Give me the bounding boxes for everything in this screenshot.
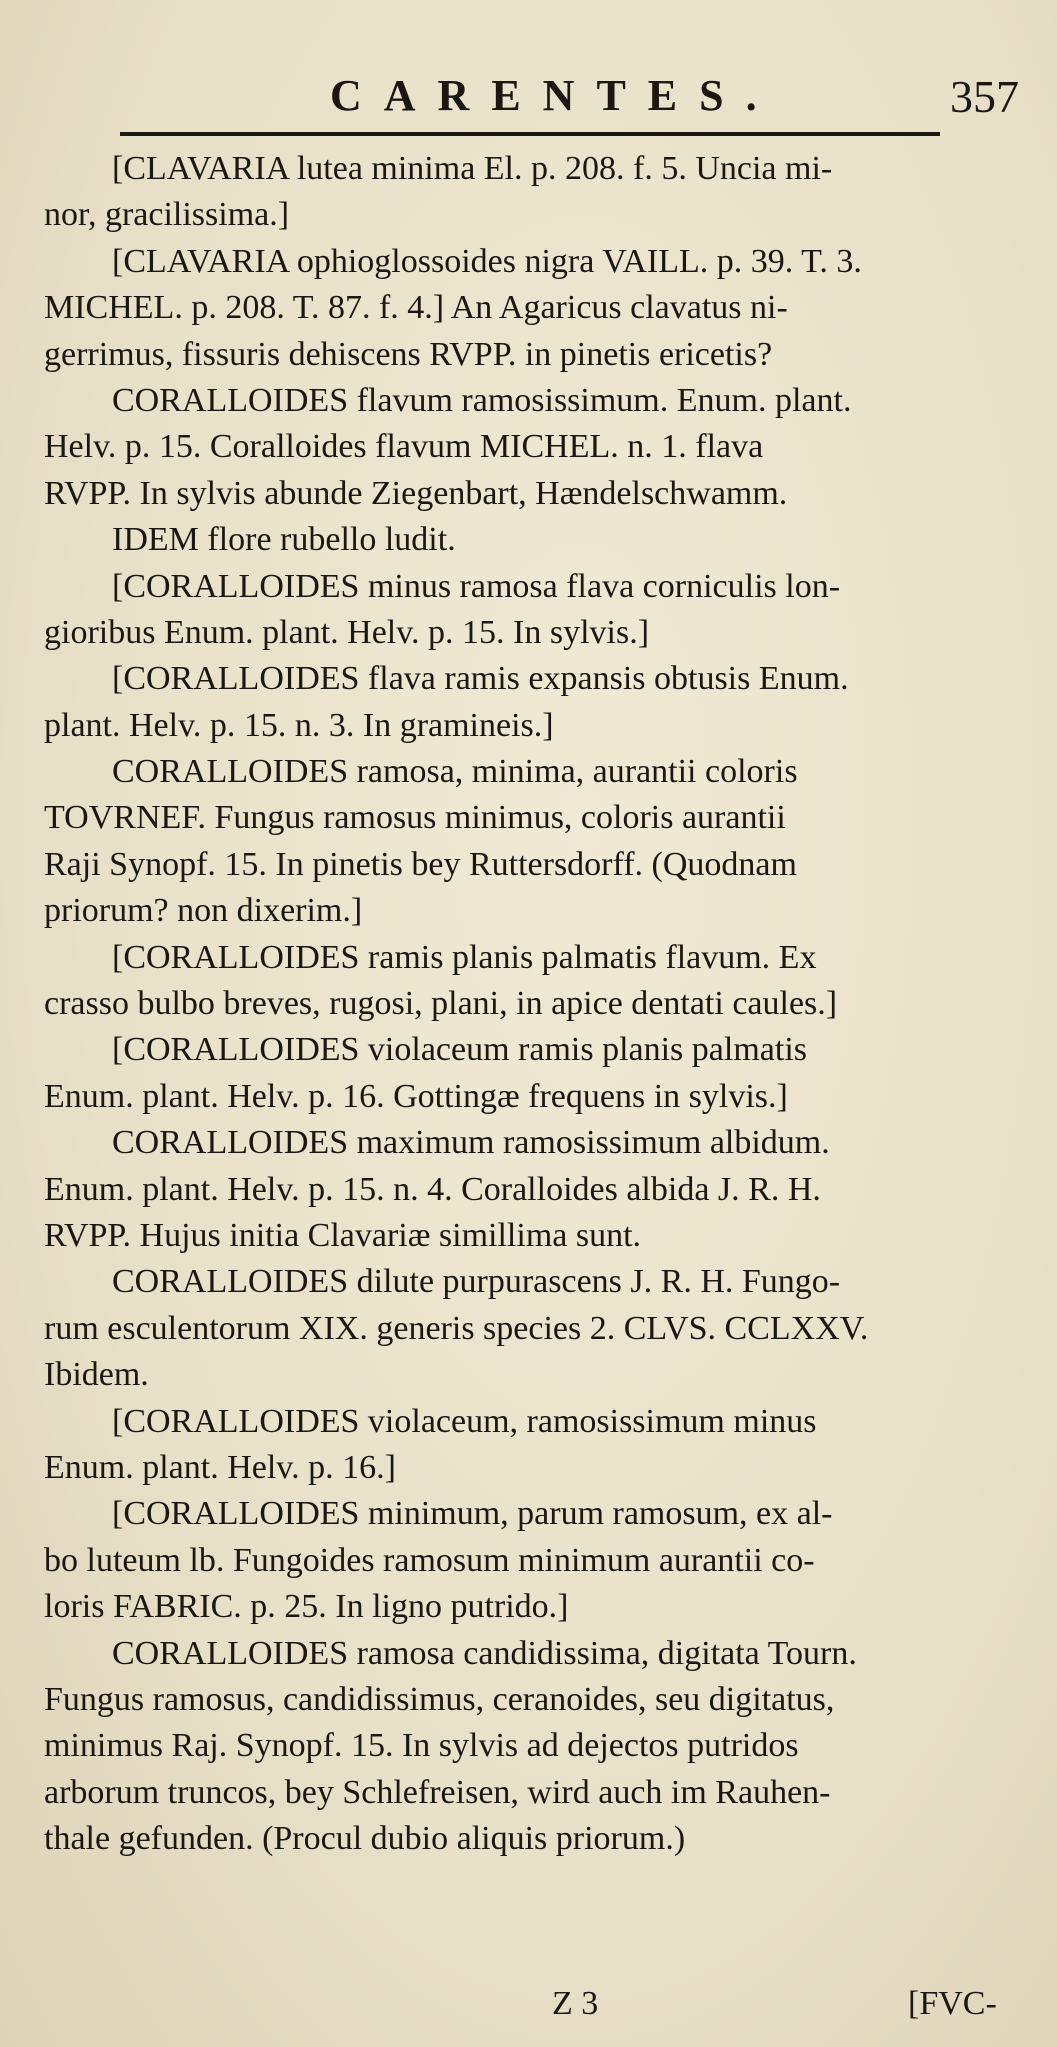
text-line: rum esculentorum XIX. generis species 2. CLVS. CCLXXV. bbox=[44, 1309, 869, 1347]
text-line: thale gefunden. (Procul dubio aliquis priorum.) bbox=[44, 1820, 686, 1858]
page-header bbox=[0, 70, 1057, 130]
text-line: CORALLOIDES dilute purpurascens J. R. H. Fungo- bbox=[112, 1263, 841, 1301]
text-line: Ibidem. bbox=[44, 1356, 149, 1394]
text-line: priorum? non dixerim.] bbox=[44, 892, 363, 930]
text-line: IDEM flore rubello ludit. bbox=[112, 521, 456, 559]
text-line: CORALLOIDES ramosa, minima, aurantii coloris bbox=[112, 753, 798, 791]
text-line: CORALLOIDES ramosa candidissima, digitata Tourn. bbox=[112, 1634, 857, 1672]
catchword: [FVC- bbox=[908, 1985, 997, 2022]
text-line: gerrimus, fissuris dehiscens RVPP. in pinetis ericetis? bbox=[44, 335, 773, 373]
signature-mark: Z 3 bbox=[552, 1985, 599, 2022]
text-line: arborum truncos, bey Schlefreisen, wird auch im Rauhen- bbox=[44, 1773, 831, 1811]
text-line: [CORALLOIDES ramis planis palmatis flavum. Ex bbox=[112, 938, 817, 976]
text-line: [CORALLOIDES flava ramis expansis obtusis Enum. bbox=[112, 660, 849, 698]
text-line: Enum. plant. Helv. p. 15. n. 4. Coralloides albida J. R. H. bbox=[44, 1170, 821, 1208]
text-line: RVPP. Hujus initia Clavariæ simillima sunt. bbox=[44, 1216, 642, 1254]
running-title: CARENTES. bbox=[330, 71, 779, 120]
text-line: crasso bulbo breves, rugosi, plani, in apice dentati caules.] bbox=[44, 985, 838, 1023]
text-line: MICHEL. p. 208. T. 87. f. 4.] An Agaricus clavatus ni- bbox=[44, 289, 788, 327]
text-line: Enum. plant. Helv. p. 16. Gottingæ frequens in sylvis.] bbox=[44, 1077, 788, 1115]
text-line: gioribus Enum. plant. Helv. p. 15. In sylvis.] bbox=[44, 613, 650, 651]
header-rule bbox=[120, 132, 940, 136]
text-line: bo luteum lb. Fungoides ramosum minimum aurantii co- bbox=[44, 1541, 815, 1579]
text-line: TOVRNEF. Fungus ramosus minimus, coloris aurantii bbox=[44, 799, 786, 837]
text-line: loris FABRIC. p. 25. In ligno putrido.] bbox=[44, 1588, 569, 1626]
text-line: [CORALLOIDES minimum, parum ramosum, ex al- bbox=[112, 1495, 833, 1533]
text-line: CORALLOIDES maximum ramosissimum albidum. bbox=[112, 1124, 830, 1162]
body-text bbox=[44, 146, 1034, 1862]
text-line: Enum. plant. Helv. p. 16.] bbox=[44, 1448, 396, 1486]
text-line: CORALLOIDES flavum ramosissimum. Enum. plant. bbox=[112, 381, 852, 419]
text-line: [CORALLOIDES violaceum, ramosissimum minus bbox=[112, 1402, 817, 1440]
text-line: minimus Raj. Synopf. 15. In sylvis ad dejectos putridos bbox=[44, 1727, 799, 1765]
text-line: plant. Helv. p. 15. n. 3. In gramineis.] bbox=[44, 706, 554, 744]
text-line: Helv. p. 15. Coralloides flavum MICHEL. n. 1. flava bbox=[44, 428, 764, 466]
text-line: [CORALLOIDES minus ramosa flava corniculis lon- bbox=[112, 567, 841, 605]
text-line: RVPP. In sylvis abunde Ziegenbart, Hændelschwamm. bbox=[44, 474, 788, 512]
text-line: [CLAVARIA ophioglossoides nigra VAILL. p. 39. T. 3. bbox=[112, 242, 862, 280]
text-line: [CLAVARIA lutea minima El. p. 208. f. 5. Uncia mi- bbox=[112, 150, 833, 187]
page-number: 357 bbox=[950, 71, 1019, 122]
text-line: Fungus ramosus, candidissimus, ceranoides, seu digitatus, bbox=[44, 1680, 835, 1718]
text-line: nor, gracilissima.] bbox=[44, 196, 290, 234]
text-line: [CORALLOIDES violaceum ramis planis palmatis bbox=[112, 1031, 807, 1069]
text-line: Raji Synopf. 15. In pinetis bey Ruttersdorff. (Quodnam bbox=[44, 845, 797, 883]
